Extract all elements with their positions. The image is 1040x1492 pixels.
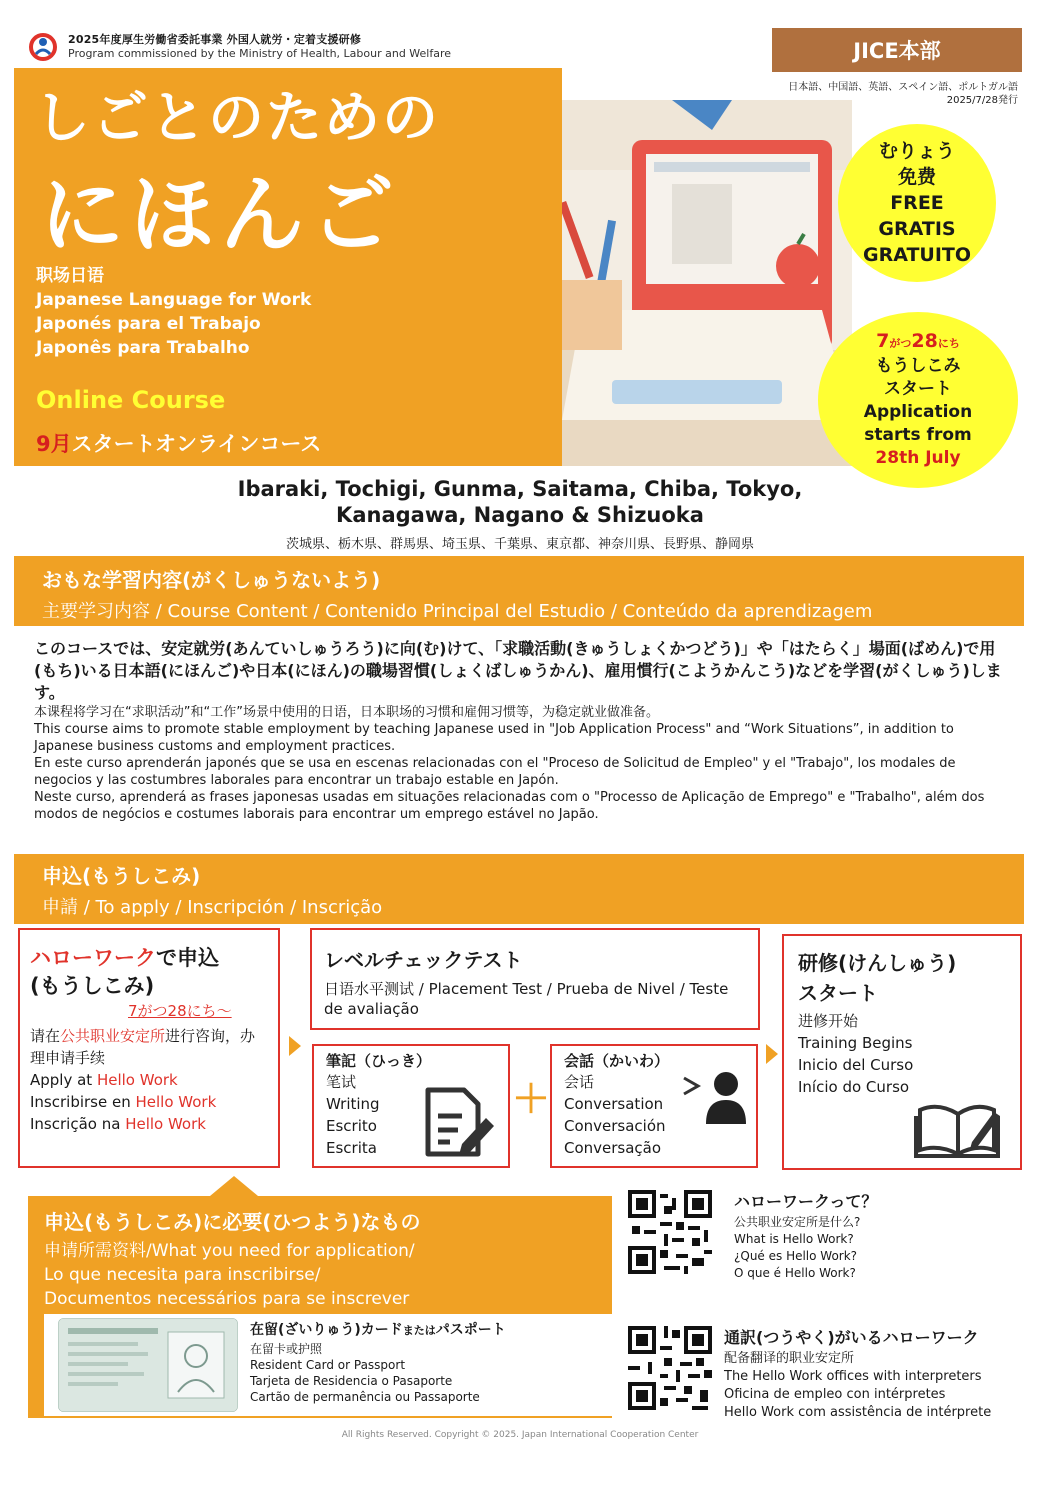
training-start-step <box>782 934 1022 1170</box>
hello-work-en: Apply at Hello Work <box>30 1071 178 1089</box>
free-badge <box>838 124 996 282</box>
card-line: 在留卡或护照 <box>250 1342 323 1356</box>
training-lines: 进修开始 Training Begins Inicio del Curso Início do Curso <box>798 1012 914 1096</box>
open-book-pen-icon <box>914 1098 1004 1160</box>
document-pen-icon <box>418 1082 498 1162</box>
hello-work-step <box>18 928 280 1168</box>
online-course-label: Online Course <box>36 386 226 414</box>
needs-title: 申込(もうしこみ)に必要(ひつよう)なもの <box>44 1210 421 1234</box>
card-line: Cartão de permanência ou Passaporte <box>250 1390 480 1404</box>
course-description-en: This course aims to promote stable employment by teaching Japanese used in "Job Application Process" and “Work Situations”, in addition to Japanese business customs and employment practices. <box>34 722 954 754</box>
application-line: Application <box>863 402 973 422</box>
conversation-lines: 会话 Conversation Conversación Conversação <box>564 1073 666 1157</box>
card-line: Tarjeta de Residencia o Pasaporte <box>250 1374 453 1388</box>
hero-subtitle-en: Japanese Language for Work <box>36 290 312 310</box>
course-description-es: En este curso aprenderán japonés que se usa en escenas relacionadas con el "Proceso de Solicitud de Empleo" y el "Trabajo", los modales de negocios y las costumbres laborales para encontrar un trabajo estable en Japón. <box>34 756 956 788</box>
hello-work-pt: Inscrição na Hello Work <box>30 1115 206 1133</box>
hero-title-line2: にほんご <box>40 166 401 264</box>
plus-icon: ＋ <box>512 1077 551 1121</box>
level-test-subtitle: 日语水平测试 / Placement Test / Prueba de Nivel / Teste de avaliação <box>324 980 729 1018</box>
header-program-ja: 2025年度厚生労働省委託事業 外国人就労・定着支援研修 <box>68 33 362 46</box>
prefectures-en-line2: Kanagawa, Nagano & Shizuoka <box>336 503 704 527</box>
needs-text <box>44 1206 421 1311</box>
free-badge-line: FREE <box>890 192 944 214</box>
level-test-step <box>310 928 760 1030</box>
card-title: 在留(ざいりゅう)カードまたはパスポート <box>250 1322 506 1338</box>
application-date-ja: 7がつ28にち <box>876 330 960 352</box>
conversation-title: 会話（かいわ） <box>564 1052 670 1070</box>
hello-work-info-line: 公共职业安定所是什么? <box>734 1215 861 1229</box>
writing-title: 筆記（ひっき） <box>326 1052 432 1070</box>
hello-work-zh: 请在公共职业安定所进行咨询，办理申请手续 <box>30 1027 256 1067</box>
qr-code-hello-work-info[interactable] <box>628 1190 712 1274</box>
hello-work-info-line: ¿Qué es Hello Work? <box>734 1249 858 1263</box>
hello-work-info-title: ハローワークって？ <box>734 1192 878 1211</box>
needs-subtitles: 申请所需资料/What you need for application/ Lo que necesita para inscribirse/ Documentos necessários para se inscrever <box>44 1241 415 1309</box>
application-date-en: 28th July <box>875 448 961 468</box>
start-rest: スタートオンラインコース <box>71 432 322 456</box>
ministry-logo-icon <box>28 32 58 62</box>
speaking-person-icon <box>682 1068 752 1124</box>
jice-badge: JICE本部 <box>772 28 1022 72</box>
hello-work-info-line: What is Hello Work? <box>734 1232 854 1246</box>
course-content-title: おもな学習内容(がくしゅうないよう) <box>42 568 381 592</box>
prefectures-en-line1: Ibaraki, Tochigi, Gunma, Saitama, Chiba, Tokyo, <box>237 477 803 501</box>
course-description-zh: 本课程将学习在“求职活动”和“工作”场景中使用的日语，日本职场的习惯和雇佣习惯等，为稳定就业做准备。 <box>34 705 659 720</box>
prefectures-ja: 茨城県、栃木県、群馬県、埼玉県、千葉県、東京都、神奈川県、長野県、静岡県 <box>285 537 754 552</box>
qr-code-interpreter-offices[interactable] <box>628 1326 712 1410</box>
level-test-title: レベルチェックテスト <box>324 948 523 972</box>
hero-subtitle-zh: 职场日语 <box>36 266 104 286</box>
hero-subtitles <box>36 264 311 360</box>
residence-card-image <box>58 1318 238 1412</box>
writing-lines: 笔试 Writing Escrito Escrita <box>326 1073 380 1157</box>
hello-work-title: ハローワークで申込 (もうしこみ) <box>30 946 219 998</box>
training-title: 研修(けんしゅう) スタート <box>798 951 957 1005</box>
writing-test-box <box>312 1044 510 1168</box>
copyright: All Rights Reserved. Copyright © 2025. Japan International Cooperation Center <box>341 1430 699 1440</box>
application-line: starts from <box>864 425 972 445</box>
course-description-ja: このコースでは、安定就労(あんていしゅうろう)に向(む)けて、「求職活動(きゅうしょくかつどう)」や「はたらく」場面(ばめん)で用(もち)いる日本語(にほんご)や日本(にほん)の職場習慣(しょくばしゅうかん)、雇用慣行(こようかんこう)などを学習(がくしゅう)します。 <box>34 639 1002 702</box>
start-course-line <box>36 428 321 458</box>
hello-work-date: 7がつ28にち〜 <box>128 1002 232 1020</box>
hero-subtitle-pt: Japonês para Trabalho <box>36 338 250 358</box>
conversation-test-box <box>550 1044 758 1168</box>
hero-subtitle-es: Japonés para el Trabajo <box>36 314 261 334</box>
free-badge-line: 免费 <box>897 166 936 188</box>
arrow-right-icon <box>289 1036 301 1056</box>
interpreter-offices-line: Oficina de empleo con intérpretes <box>724 1387 946 1402</box>
apply-title: 申込(もうしこみ) <box>42 864 201 888</box>
issue-date: 2025/7/28発行 <box>946 95 1018 106</box>
hello-work-info-line: O que é Hello Work? <box>734 1266 856 1280</box>
hello-work-es: Inscribirse en Hello Work <box>30 1093 217 1111</box>
header-program-en: Program commissioned by the Ministry of Health, Labour and Welfare <box>68 47 452 60</box>
needs-tab-pointer <box>210 1176 258 1196</box>
card-text <box>250 1320 506 1405</box>
prefectures-en <box>216 476 824 528</box>
interpreter-offices-info <box>724 1326 991 1422</box>
application-line: スタート <box>884 379 952 399</box>
start-month: 9月 <box>36 432 72 456</box>
free-badge-line: むりょう <box>878 140 955 162</box>
arrow-right-icon <box>766 1044 778 1064</box>
free-badge-line: GRATUITO <box>862 244 972 266</box>
course-content-header <box>14 556 1024 626</box>
free-badge-line: GRATIS <box>878 218 956 240</box>
hello-work-info <box>734 1190 877 1282</box>
interpreter-offices-title: 通訳(つうやく)がいるハローワーク <box>724 1328 979 1347</box>
course-description-pt: Neste curso, aprenderá as frases japonesas usadas em situações relacionadas com o "Processo de Aplicação de Emprego" e "Trabalho", além dos modos de negócios e costumes laborais para encontrar um emprego estável no Japão. <box>34 790 985 822</box>
hello-work-lines <box>30 1025 268 1135</box>
interpreter-offices-line: The Hello Work offices with interpreters <box>724 1369 982 1384</box>
languages-line: 日本語、中国語、英語、スペイン語、ポルトガル語 <box>788 82 1018 93</box>
card-line: Resident Card or Passport <box>250 1358 406 1372</box>
course-description <box>34 638 1014 823</box>
application-start-badge <box>818 312 1018 488</box>
course-content-subtitle: 主要学习内容 / Course Content / Contenido Principal del Estudio / Conteúdo da aprendizagem <box>42 601 873 622</box>
apply-subtitle: 申請 / To apply / Inscripción / Inscrição <box>42 897 383 918</box>
interpreter-offices-line: 配备翻译的职业安定所 <box>724 1351 855 1366</box>
application-line: もうしこみ <box>875 356 961 376</box>
apply-header <box>14 854 1024 924</box>
laptop-illustration <box>562 100 852 466</box>
hero-title-line1: しごとのための <box>34 86 440 151</box>
interpreter-offices-line: Hello Work com assistência de intérprete <box>724 1405 992 1420</box>
